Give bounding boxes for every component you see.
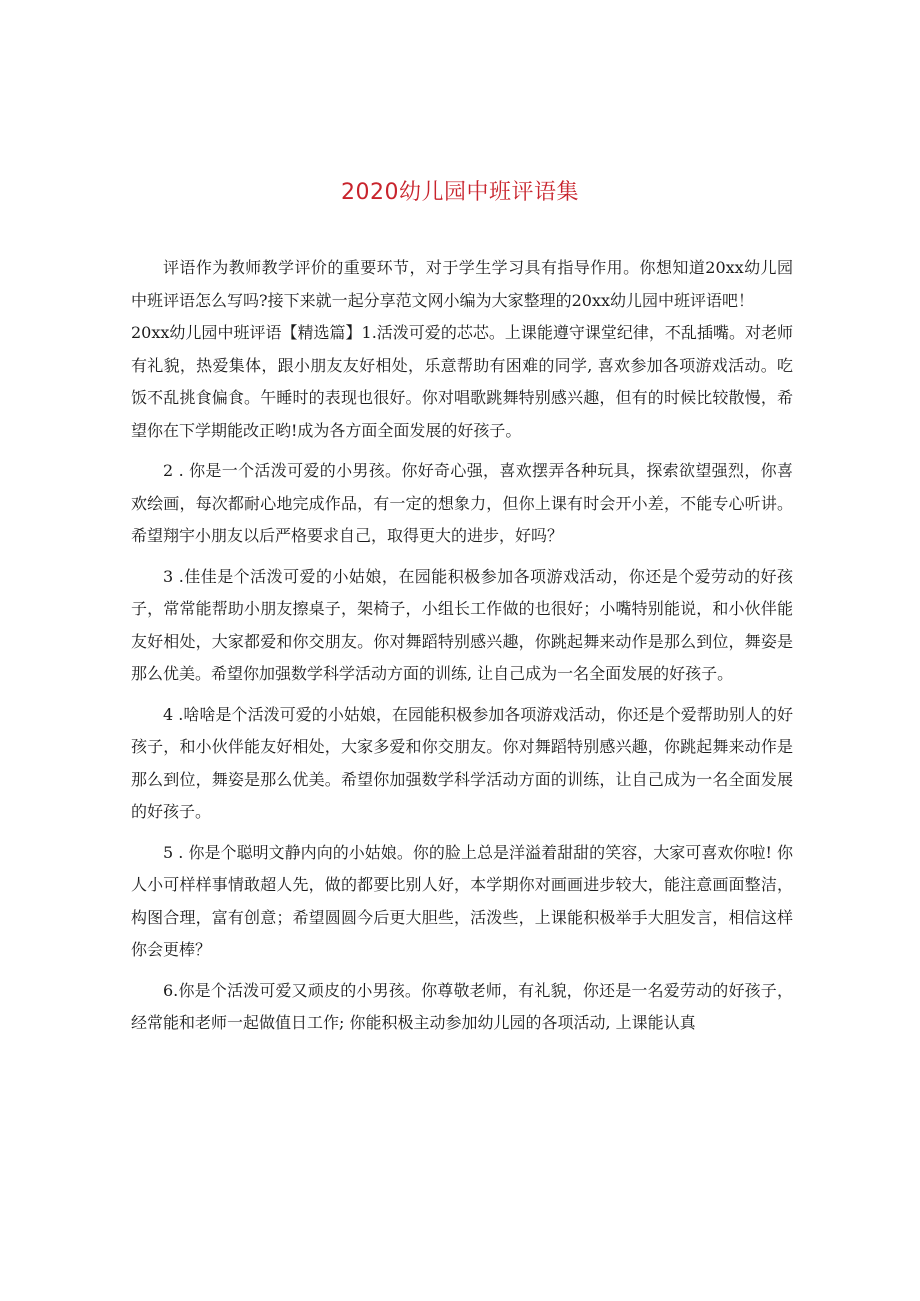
comment-paragraph-6: 6.你是个活泼可爱又顽皮的小男孩。你尊敬老师，有礼貌，你还是一名爱劳动的好孩子，经常能和老师一起做值日工作; 你能积极主动参加幼儿园的各项活动, 上课能认真 <box>131 980 793 1032</box>
intro-paragraph: 评语作为教师教学评价的重要环节，对于学生学习具有指导作用。你想知道20xx幼儿园中班评语怎么写吗?接下来就一起分享范文网小编为大家整理的20xx幼儿园中班评语吧！ <box>131 258 793 310</box>
comment-paragraph-2: 2 . 你是一个活泼可爱的小男孩。你好奇心强，喜欢摆弄各种玩具，探索欲望强烈，你喜欢绘画，每次都耐心地完成作品，有一定的想象力，但你上课有时会开小差，不能专心听讲。希望翔宇小朋友以后严格要求自己，取得更大的进步，好吗？ <box>131 461 793 545</box>
document-title: 2020幼儿园中班评语集 <box>341 180 579 205</box>
comment-paragraph-5: 5 . 你是个聪明文静内向的小姑娘。你的脸上总是洋溢着甜甜的笑容，大家可喜欢你啦! 你人小可样样事情敢超人先，做的都要比别人好，本学期你对画画进步较大，能注意画面整洁，构图合理，富有创意；希望圆圆今后更大胆些，活泼些，上课能积极举手大胆发言，相信这样你会更棒？ <box>131 842 793 959</box>
comment-paragraph-3: 3 .佳佳是个活泼可爱的小姑娘，在园能积极参加各项游戏活动，你还是个爱劳动的好孩子，常常能帮助小朋友擦桌子，架椅子，小组长工作做的也很好；小嘴特别能说，和小伙伴能友好相处，大家都爱和你交朋友。你对舞蹈特别感兴趣，你跳起舞来动作是那么到位，舞姿是那么优美。希望你加强数学科学活动方面的训练, 让自己成为一名全面发展的好孩子。 <box>131 566 793 683</box>
comment-paragraph-1: 20xx幼儿园中班评语【精选篇】1.活泼可爱的芯芯。上课能遵守课堂纪律，不乱插嘴。对老师有礼貌，热爱集体，跟小朋友友好相处，乐意帮助有困难的同学, 喜欢参加各项游戏活动。吃饭不乱挑食偏食。午睡时的表现也很好。你对唱歌跳舞特别感兴趣，但有的时候比较散慢，希望你在下学期能改正哟!成为各方面全面发展的好孩子。 <box>131 323 793 440</box>
comment-paragraph-4: 4 .啥啥是个活泼可爱的小姑娘，在园能积极参加各项游戏活动，你还是个爱帮助别人的好孩子，和小伙伴能友好相处，大家多爱和你交朋友。你对舞蹈特别感兴趣，你跳起舞来动作是那么到位，舞姿是那么优美。希望你加强数学科学活动方面的训练，让自己成为一名全面发展的好孩子。 <box>131 704 793 821</box>
document-body <box>131 252 793 1040</box>
